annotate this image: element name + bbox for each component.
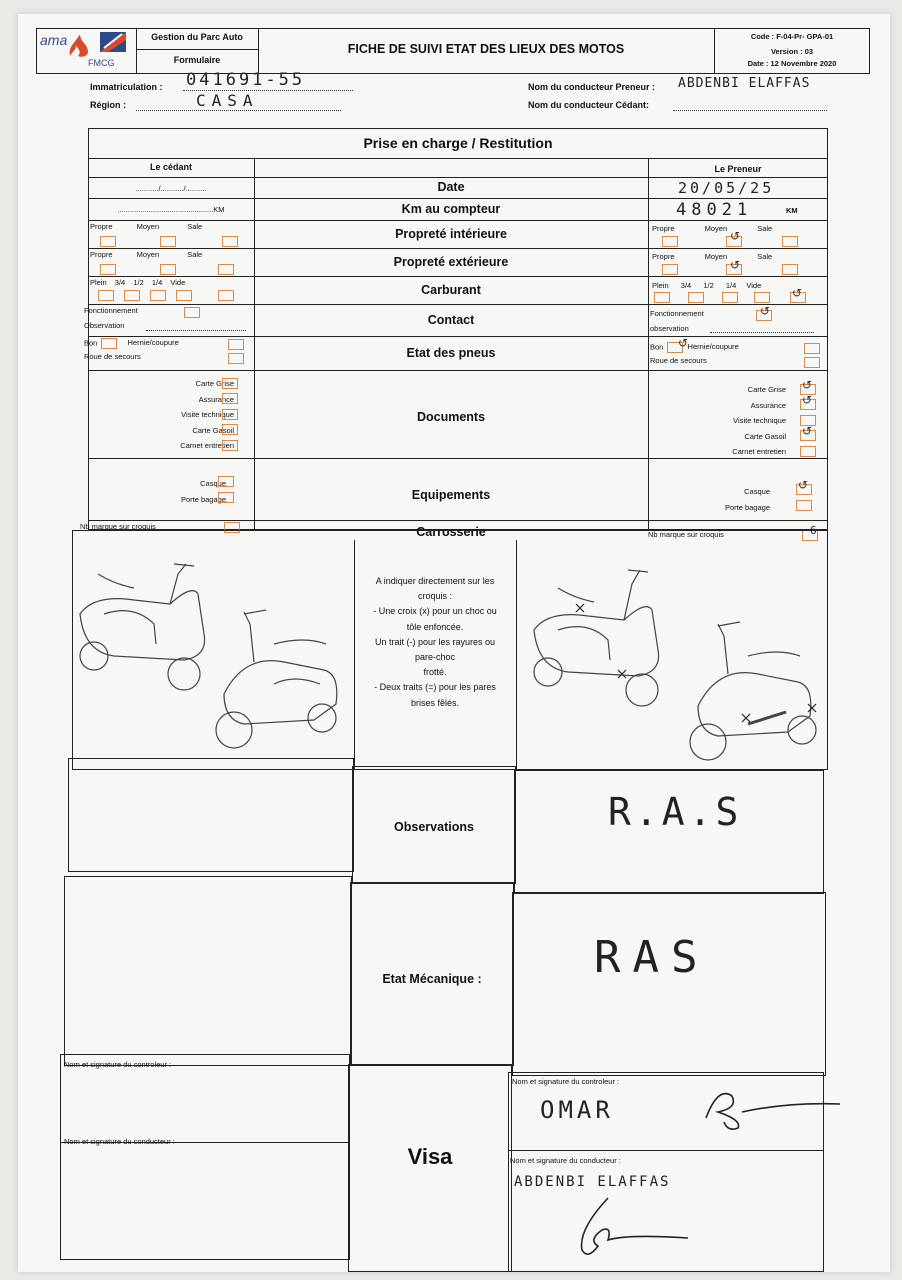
right-bon: Bon Hernie/coupure (650, 342, 739, 352)
left-roue-box[interactable] (228, 353, 244, 364)
form-version: Version : 03 (770, 47, 814, 56)
sketch-instructions: A indiquer directement sur les croquis : - Une croix (x) pour un choc ou tôle enfoncée. Un trait (-) pour les rayures ou pare-choc frotté. - Deux traits (=) pour les pares brises fêlés. (373, 576, 497, 708)
region-label: Région : (90, 100, 126, 110)
sig-controleur-value: OMAR (540, 1096, 614, 1124)
right-nb-marque: Nb marque sur croquis (648, 530, 724, 539)
logo-subtext: FMCG (88, 58, 115, 68)
left-casque-box[interactable] (218, 476, 234, 487)
left-assurance-box[interactable] (222, 393, 238, 404)
left-int-moyen-box[interactable] (160, 236, 176, 247)
left-visite-box[interactable] (222, 409, 238, 420)
left-nb-marque: Nb marque sur croquis (80, 522, 156, 531)
controleur-signature (698, 1082, 848, 1132)
right-carnet-box[interactable] (800, 446, 816, 457)
left-fonctionnement: Fonctionnement (84, 306, 138, 315)
observations-left-cell (68, 758, 354, 872)
mecanique-value: RAS (594, 932, 710, 983)
right-km-value: 48021 (676, 200, 753, 220)
left-fonct-box[interactable] (184, 307, 200, 318)
logo-text: ama (40, 32, 68, 48)
left-gasoil-box[interactable] (222, 424, 238, 435)
left-int-propre-box[interactable] (100, 236, 116, 247)
left-fuel-12-box[interactable] (150, 290, 166, 301)
row-date: Date (437, 180, 465, 194)
form-title: FICHE DE SUIVI ETAT DES LIEUX DES MOTOS (347, 42, 625, 56)
cedant-label: Nom du conducteur Cédant: (528, 100, 649, 110)
preneur-value: ABDENBI ELAFFAS (678, 76, 811, 91)
left-int-sale-box[interactable] (222, 236, 238, 247)
right-int-propre-box[interactable] (662, 236, 678, 247)
mecanique-left-cell (64, 876, 352, 1066)
left-observation-line (146, 320, 246, 331)
row-equipements: Equipements (411, 488, 491, 502)
right-docs: Carte Grise Assurance Visite technique Carte Gasoil Carnet entretien (732, 385, 786, 456)
row-prop-int: Propreté intérieure (395, 227, 507, 241)
form-code: Code : F-04-Pr- GPA-01 (750, 32, 834, 41)
left-head: Le cédant (149, 162, 192, 172)
left-ext-propre-box[interactable] (100, 264, 116, 275)
right-observation-line (710, 322, 814, 333)
immat-label: Immatriculation : (90, 82, 163, 92)
sig-conducteur-value: ABDENBI ELAFFAS (514, 1174, 671, 1190)
right-nb-value: 6 (810, 524, 820, 537)
right-fonctionnement: Fonctionnement (650, 309, 704, 318)
sig-conducteur-left: Nom et signature du conducteur : (64, 1137, 175, 1146)
right-bagage-box[interactable] (796, 500, 812, 511)
right-head: Le Preneur (714, 164, 762, 174)
right-ext-sale-box[interactable] (782, 264, 798, 275)
right-ext-moyen-check: ↺ (730, 258, 741, 272)
visa-label: Visa (407, 1144, 453, 1169)
preneur-label: Nom du conducteur Preneur : (528, 82, 656, 92)
form-date: Date : 12 Novembre 2020 (747, 59, 837, 68)
left-ext-sale-box[interactable] (218, 264, 234, 275)
logo-flag-icon (100, 32, 126, 52)
right-fuel-plein-box[interactable] (654, 292, 670, 303)
right-fuel-14-box[interactable] (754, 292, 770, 303)
right-roue-box[interactable] (804, 357, 820, 368)
right-fuel-vide-check: ↺ (792, 286, 803, 300)
left-bon-box[interactable] (101, 338, 117, 349)
left-carburant: Plein 3/4 1/2 1/4 Vide (90, 278, 186, 287)
left-bagage-box[interactable] (218, 492, 234, 503)
left-scooter-drawings (74, 544, 352, 764)
right-assurance-check: ↺ (802, 393, 813, 407)
left-hernie-box[interactable] (228, 339, 244, 350)
right-casque-check: ↺ (798, 478, 809, 492)
left-ext-moyen-box[interactable] (160, 264, 176, 275)
right-roue: Roue de secours (650, 356, 707, 365)
row-prop-ext: Propreté extérieure (393, 255, 509, 269)
sig-controleur-left: Nom et signature du controleur : (64, 1060, 172, 1069)
left-fuel-14-box[interactable] (176, 290, 192, 301)
sig-left-block (60, 1054, 350, 1260)
right-equip: Casque Porte bagage (724, 487, 770, 512)
right-date-value: 20/05/25 (678, 179, 775, 197)
left-propre-int: Propre Moyen Sale (90, 222, 203, 231)
right-gasoil-check: ↺ (802, 424, 813, 438)
sig-conducteur-right: Nom et signature du conducteur : (510, 1156, 621, 1165)
right-hernie-box[interactable] (804, 343, 820, 354)
right-scooter-drawings (518, 544, 826, 764)
row-km: Km au compteur (401, 202, 501, 216)
left-equip: Casque Porte bagage (180, 479, 226, 504)
left-propre-ext: Propre Moyen Sale (90, 250, 203, 259)
right-int-sale-box[interactable] (782, 236, 798, 247)
gestion-label: Gestion du Parc Auto (151, 32, 243, 42)
left-fuel-vide-box[interactable] (218, 290, 234, 301)
observations-label: Observations (394, 820, 474, 834)
formulaire-label: Formulaire (173, 55, 221, 65)
right-carte-grise-check: ↺ (802, 378, 813, 392)
right-observation: observation (650, 324, 689, 333)
left-date-field: .........../.........../.......... (135, 184, 207, 193)
left-roue: Roue de secours (84, 352, 141, 361)
immat-value: 041691-55 (186, 70, 306, 90)
conducteur-signature (568, 1190, 718, 1260)
right-propre-int: Propre Moyen Sale (652, 224, 773, 233)
row-contact: Contact (427, 313, 475, 327)
right-ext-propre-box[interactable] (662, 264, 678, 275)
right-fuel-34-box[interactable] (688, 292, 704, 303)
right-km-unit: KM (786, 206, 798, 215)
right-bon-check: ↺ (678, 336, 689, 350)
left-carte-grise-box[interactable] (222, 378, 238, 389)
right-int-moyen-check: ↺ (730, 229, 741, 243)
row-documents: Documents (416, 410, 486, 424)
observations-value: R.A.S (608, 790, 743, 834)
right-fuel-12-box[interactable] (722, 292, 738, 303)
left-bon: Bon Hernie/coupure (84, 338, 179, 348)
left-fuel-plein-box[interactable] (98, 290, 114, 301)
form-sheet (18, 14, 890, 1272)
row-pneus: Etat des pneus (406, 346, 496, 360)
right-propre-ext: Propre Moyen Sale (652, 252, 773, 261)
row-carburant: Carburant (421, 283, 481, 297)
mecanique-right-cell (512, 892, 826, 1076)
left-observation: Observation (84, 321, 125, 330)
left-km-field: ..............................................KM (117, 205, 225, 214)
company-logo (38, 30, 134, 72)
left-fuel-34-box[interactable] (124, 290, 140, 301)
sig-controleur-right: Nom et signature du controleur : (512, 1077, 620, 1086)
table-title: Prise en charge / Restitution (363, 135, 553, 151)
logo-flame-icon (66, 32, 94, 58)
cedant-line (673, 98, 827, 111)
left-docs: Carte Grise Assurance Visite technique Carte Gasoil Carnet entretien (180, 379, 234, 450)
right-carburant: Plein 3/4 1/2 1/4 Vide (652, 281, 762, 290)
region-value: CASA (196, 91, 259, 110)
right-fonct-check: ↺ (760, 304, 771, 318)
row-carrosserie: Carrosserie (416, 525, 486, 539)
mecanique-label: Etat Mécanique : (382, 972, 482, 986)
left-carnet-box[interactable] (222, 440, 238, 451)
